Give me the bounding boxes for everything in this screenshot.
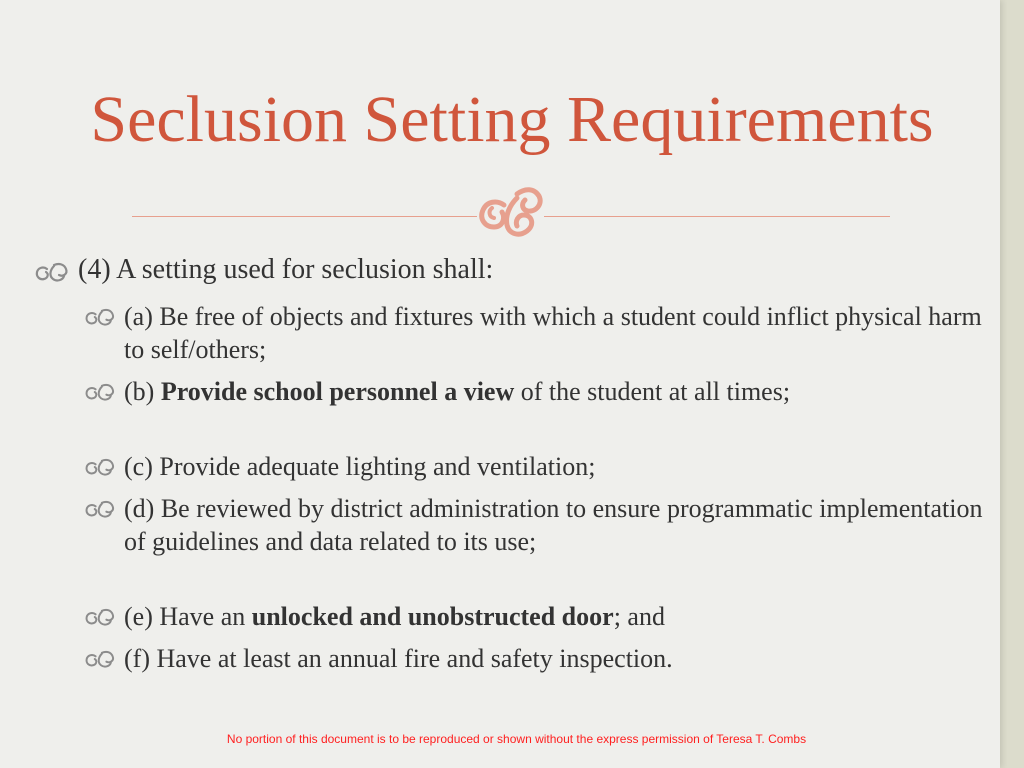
copyright-footer: No portion of this document is to be reproduced or shown without the express permission of Teresa T. Combs	[226, 732, 807, 746]
sub-bullet-a-text-before: (a) Be free of objects and fixtures with which a student could inflict physical harm to self/others;	[124, 302, 982, 364]
sub-bullet-c	[84, 450, 984, 483]
sub-bullet-a-text	[84, 300, 984, 366]
ornamental-bullet-icon	[84, 649, 118, 669]
ornamental-bullet-icon	[84, 607, 118, 627]
sub-bullet-a	[84, 300, 984, 366]
sub-bullet-b-text	[84, 375, 984, 408]
sub-bullet-b-bold-text: Provide school personnel a view	[160, 377, 515, 406]
sub-bullet-f-text	[84, 642, 984, 675]
sub-bullet-f	[84, 642, 984, 675]
sub-bullet-d-text	[84, 492, 984, 558]
sub-bullet-e-text-before: (e) Have an	[124, 602, 252, 631]
sub-bullet-b-text-after: of the student at all times;	[514, 377, 791, 406]
sub-bullet-c-text	[84, 450, 984, 483]
ornamental-bullet-icon	[84, 499, 118, 519]
sub-bullet-d-text-before: (d) Be reviewed by district administration to ensure programmatic implementation of guidelines and data related to its use;	[124, 494, 983, 556]
sub-bullet-f-text-before: (f) Have at least an annual fire and safety inspection.	[124, 644, 673, 673]
sub-bullet-e-bold-text: unlocked and unobstructed door	[251, 602, 614, 631]
main-bullet-row	[34, 252, 493, 288]
ornamental-bullet-icon	[84, 307, 118, 327]
slide-title: Seclusion Setting Requirements	[90, 83, 934, 156]
ornamental-bullet-icon	[84, 382, 118, 402]
sub-bullet-e	[84, 600, 984, 633]
sub-bullet-e-text-after: ; and	[613, 602, 665, 631]
ornamental-bullet-icon	[84, 457, 118, 477]
main-bullet-text: (4) A setting used for seclusion shall:	[78, 254, 494, 285]
sub-bullet-b-text-before: (b)	[124, 377, 161, 406]
sub-bullet-b	[84, 375, 984, 408]
ornamental-bullet-icon	[34, 262, 72, 282]
sub-bullet-d	[84, 492, 984, 558]
sub-bullet-c-text-before: (c) Provide adequate lighting and ventilation;	[124, 452, 596, 481]
sub-bullet-e-text	[84, 600, 984, 633]
